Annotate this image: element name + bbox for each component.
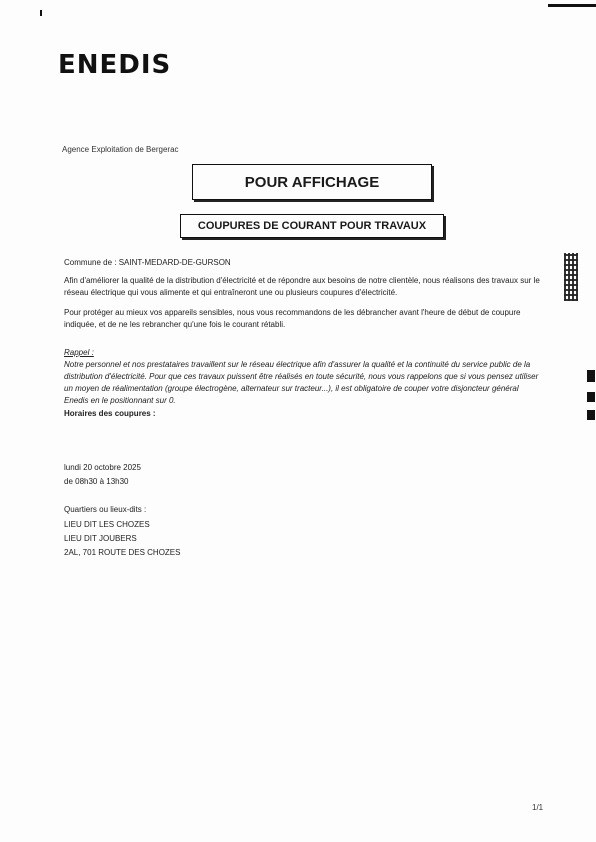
scan-mark [587, 410, 595, 420]
subtitle: COUPURES DE COURANT POUR TRAVAUX [197, 220, 427, 232]
intro-paragraph: Afin d'améliorer la qualité de la distribution d'électricité et de répondre aux besoins de notre clientèle, nous réalisons des travaux sur le réseau électrique qui vous alimente et qui entraîneront une ou plusieurs coupures d'électricité. [64, 276, 540, 297]
main-title-box [192, 164, 432, 200]
quarter-item: 2AL, 701 ROUTE DES CHOZES [64, 548, 181, 557]
commune-line: Commune de : SAINT-MEDARD-DE-GURSON [64, 258, 231, 267]
protect-paragraph: Pour protéger au mieux vos appareils sensibles, nous vous recommandons de les débrancher avant l'heure de début de coupure indiquée, et de ne les rebrancher qu'une fois le courant rétabli. [64, 308, 521, 329]
barcode-image [564, 253, 578, 301]
main-title: POUR AFFICHAGE [244, 173, 380, 191]
quarters-title: Quartiers ou lieux-dits : [64, 505, 147, 514]
rappel-title: Rappel : [64, 348, 94, 357]
enedis-logo: ENEDIS [58, 50, 172, 80]
page-number: 1/1 [532, 803, 544, 812]
scan-mark [587, 370, 595, 382]
rappel-text: Notre personnel et nos prestataires travaillent sur le réseau électrique afin d'assurer la qualité et la continuité du service public de la distribution d'électricité. Pour que ces travaux puissent être réalisés en toute sécurité, nous vous rappelons que si vous pensez utiliser un moyen de réalimentation (groupe électrogène, alternateur sur tracteur...), il est obligatoire de couper votre disjoncteur général Enedis en le positionnant sur 0. [64, 360, 539, 405]
quarter-item: LIEU DIT LES CHOZES [64, 520, 150, 529]
hours-title: Horaires des coupures : [64, 409, 156, 418]
subtitle-box [180, 214, 444, 238]
scan-mark [587, 392, 595, 402]
outage-date: lundi 20 octobre 2025 [64, 463, 141, 472]
scan-mark [548, 4, 596, 7]
rappel-block [64, 347, 544, 407]
outage-time: de 08h30 à 13h30 [64, 477, 129, 486]
agency-name: Agence Exploitation de Bergerac [62, 145, 179, 154]
scan-mark [40, 10, 42, 16]
quarter-item: LIEU DIT JOUBERS [64, 534, 137, 543]
